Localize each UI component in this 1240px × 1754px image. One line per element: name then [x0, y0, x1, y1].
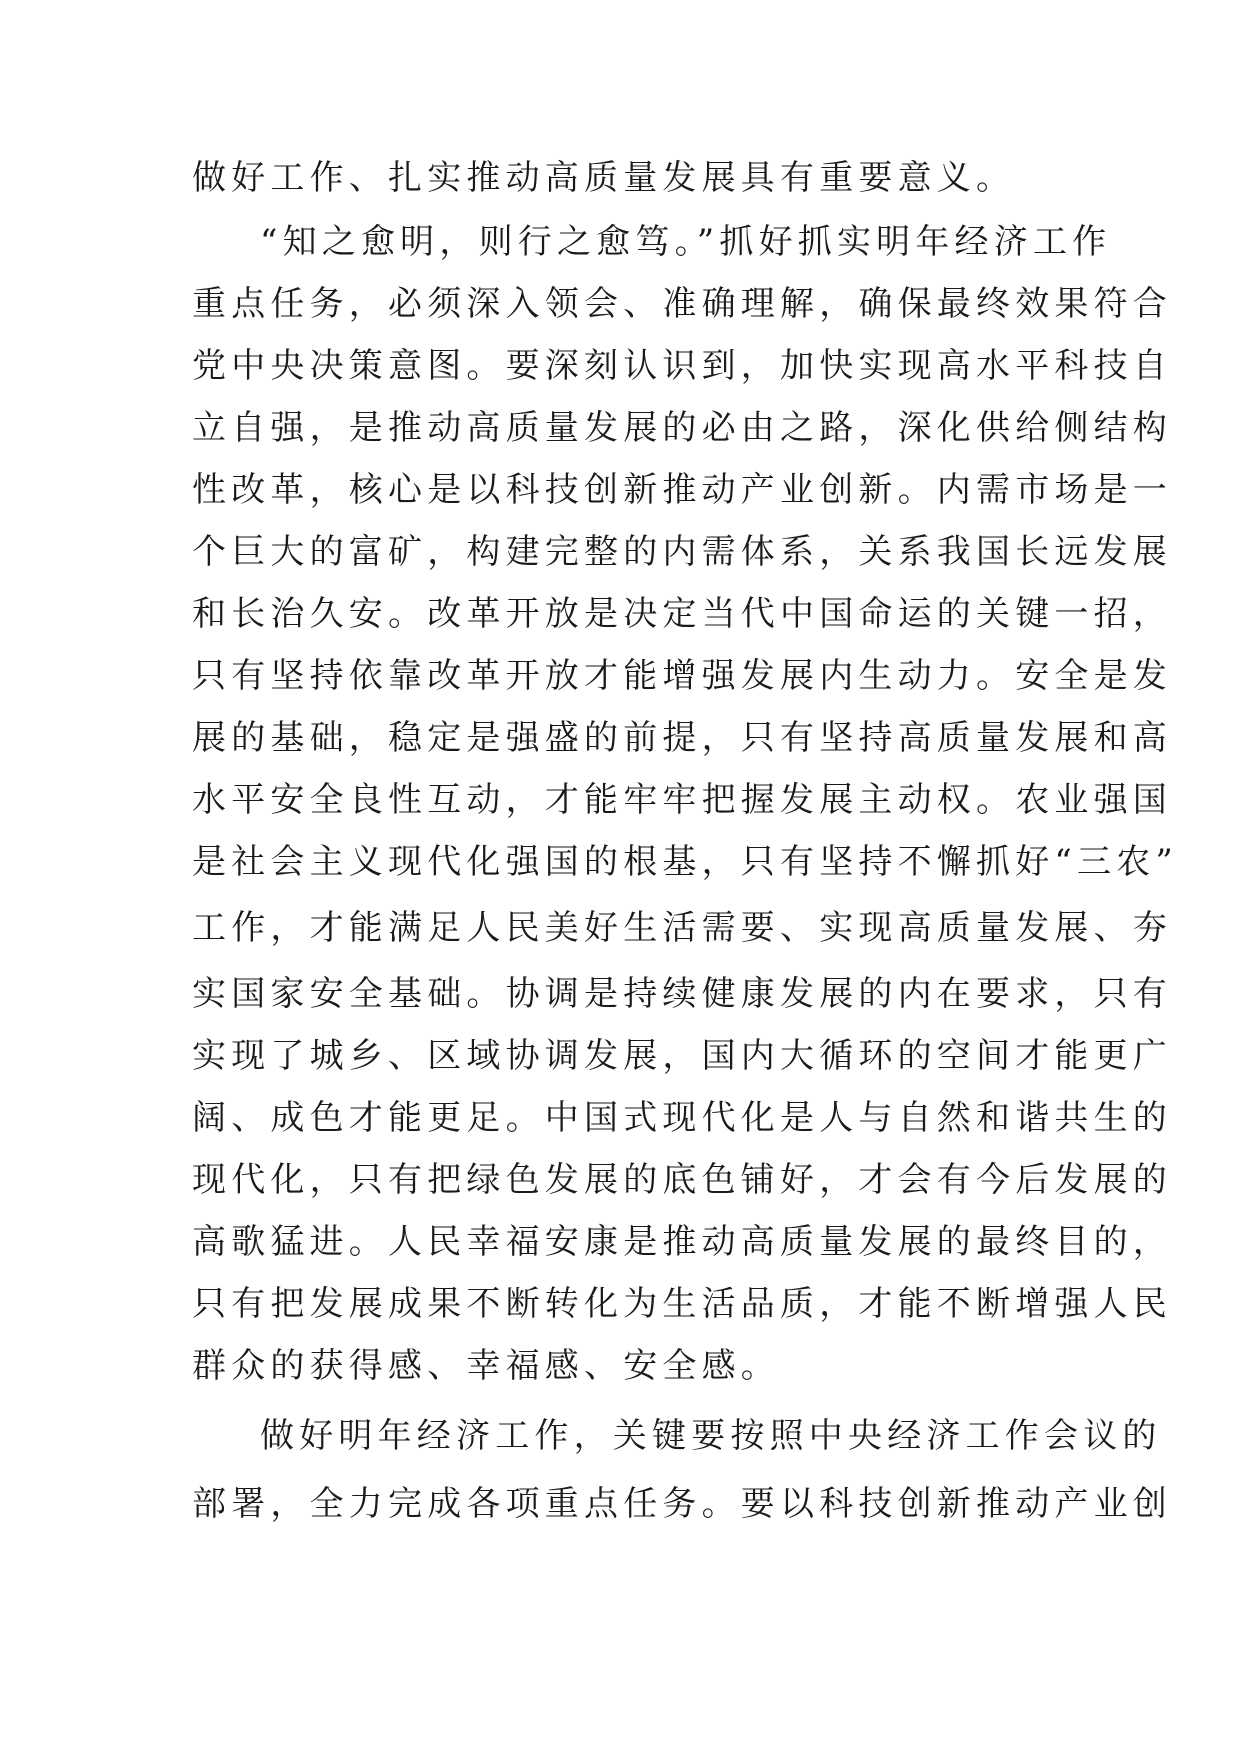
- text-line: 是社会主义现代化强国的根基，只有坚持不懈抓好“三农”: [192, 842, 1178, 882]
- text-line: 只有坚持依靠改革开放才能增强发展内生动力。安全是发: [192, 656, 1172, 696]
- text-line: 高歌猛进。人民幸福安康是推动高质量发展的最终目的，: [192, 1222, 1172, 1262]
- text-line: 党中央决策意图。要深刻认识到，加快实现高水平科技自: [192, 346, 1172, 386]
- text-line: 个巨大的富矿，构建完整的内需体系，关系我国长远发展: [192, 532, 1172, 572]
- text-line: 只有把发展成果不断转化为生活品质，才能不断增强人民: [192, 1284, 1172, 1324]
- text-line: 水平安全良性互动，才能牢牢把握发展主动权。农业强国: [192, 780, 1172, 820]
- text-line: 和长治久安。改革开放是决定当代中国命运的关键一招，: [192, 594, 1172, 634]
- text-line: 群众的获得感、幸福感、安全感。: [192, 1346, 780, 1386]
- text-line: 实现了城乡、区域协调发展，国内大循环的空间才能更广: [192, 1036, 1172, 1076]
- text-line: 部署，全力完成各项重点任务。要以科技创新推动产业创: [192, 1484, 1172, 1524]
- text-line: 阔、成色才能更足。中国式现代化是人与自然和谐共生的: [192, 1098, 1172, 1138]
- text-line: 立自强，是推动高质量发展的必由之路，深化供给侧结构: [192, 408, 1172, 448]
- text-line: 现代化，只有把绿色发展的底色铺好，才会有今后发展的: [192, 1160, 1172, 1200]
- text-line: 展的基础，稳定是强盛的前提，只有坚持高质量发展和高: [192, 718, 1172, 758]
- paragraph-start-line: “知之愈明，则行之愈笃。”抓好抓实明年经济工作: [260, 222, 1112, 262]
- text-line: 性改革，核心是以科技创新推动产业创新。内需市场是一: [192, 470, 1172, 510]
- paragraph-start-line: 做好明年经济工作，关键要按照中央经济工作会议的: [260, 1416, 1162, 1456]
- text-line: 做好工作、扎实推动高质量发展具有重要意义。: [192, 158, 1016, 198]
- text-line: 实国家安全基础。协调是持续健康发展的内在要求，只有: [192, 974, 1172, 1014]
- text-line: 重点任务，必须深入领会、准确理解，确保最终效果符合: [192, 284, 1172, 324]
- text-line: 工作，才能满足人民美好生活需要、实现高质量发展、夯: [192, 908, 1172, 948]
